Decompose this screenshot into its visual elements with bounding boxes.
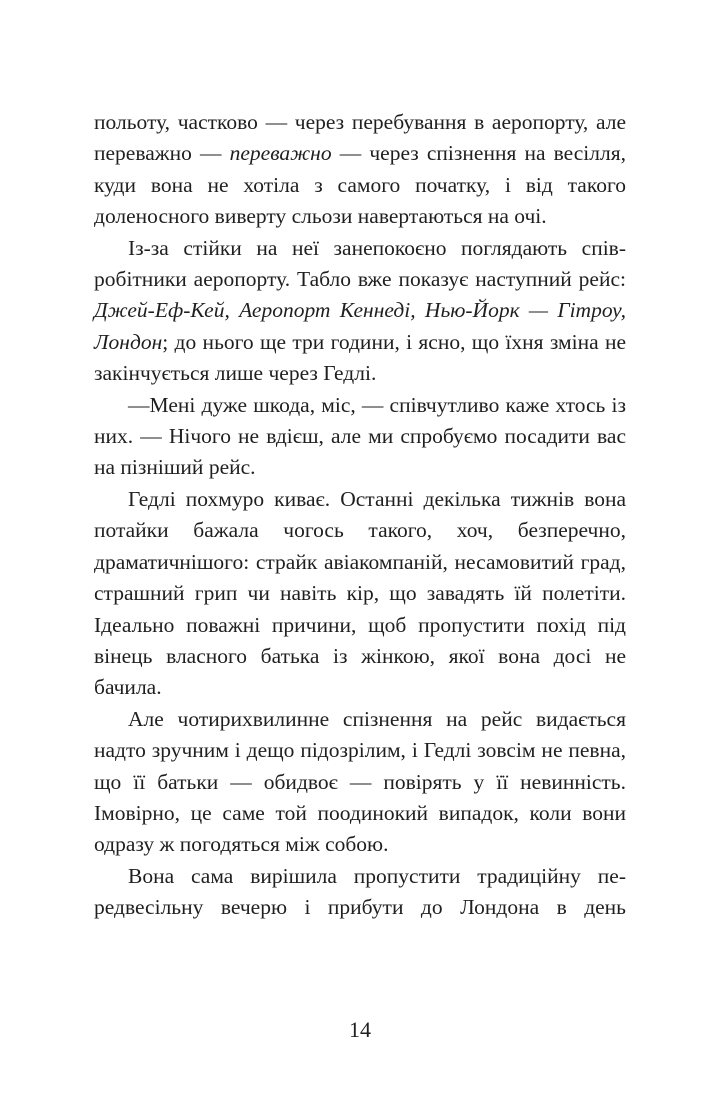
page-number: 14 <box>349 1017 371 1042</box>
paragraph-6-segment-1: Вона сама вирішила пропустити традиційну передвесільну вечерю і прибути до Лондона в день <box>94 863 626 920</box>
paragraph-6 <box>94 861 626 924</box>
paragraph-2 <box>94 233 626 390</box>
paragraph-2-segment-3: ; до нього ще три години, і ясно, що їхня зміна не закінчується лише через Гедлі. <box>94 329 626 386</box>
paragraph-1-segment-2-italic: переважно <box>229 141 332 166</box>
paragraph-2-segment-1: Із-за стійки на неї занепокоєно поглядають співробітники аеропорту. Табло вже показує наступний рейс: <box>94 235 626 292</box>
paragraph-1-segment-1: польоту, частково — через перебування в аеропорту, але переважно — <box>94 110 626 166</box>
paragraph-5 <box>94 704 626 861</box>
paragraph-5-segment-1: Але чотирихвилинне спізнення на рейс видається надто зручним і дещо підозрілим, і Гедлі зовсім не певна, що її батьки — обидвоє — повірять у її невинність. Імовірно, це саме той поодинокий випадок, коли вони одразу ж погодяться між собою. <box>94 706 626 857</box>
paragraph-1-segment-3: — через спізнення на весілля, куди вона не хотіла з самого початку, і від такого доленосного виверту сльози навертаються на очі. <box>94 141 626 229</box>
book-page-text <box>94 107 626 924</box>
paragraph-2-segment-2-italic: Джей-Еф-Кей, Аеропорт Кеннеді, Нью-Йорк — Гітроу, Лондон <box>94 298 626 354</box>
paragraph-3-segment-1: —Мені дуже шкода, міс, — співчутливо каже хтось із них. — Нічого не вдієш, але ми спробуємо посадити вас на пізніший рейс. <box>94 392 626 480</box>
paragraph-3 <box>94 390 626 484</box>
paragraph-4-segment-1: Гедлі похмуро киває. Останні декілька тижнів вона потайки бажала чогось такого, хоч, безперечно, драматичнішого: страйк авіакомпаній, несамовитий град, страшний грип чи навіть кір, що завадять їй полетіти. Ідеально поважні причини, щоб пропустити похід під вінець власного батька із жінкою, якої вона досі не бачила. <box>94 486 626 700</box>
paragraph-1 <box>94 107 626 233</box>
paragraph-4 <box>94 484 626 704</box>
